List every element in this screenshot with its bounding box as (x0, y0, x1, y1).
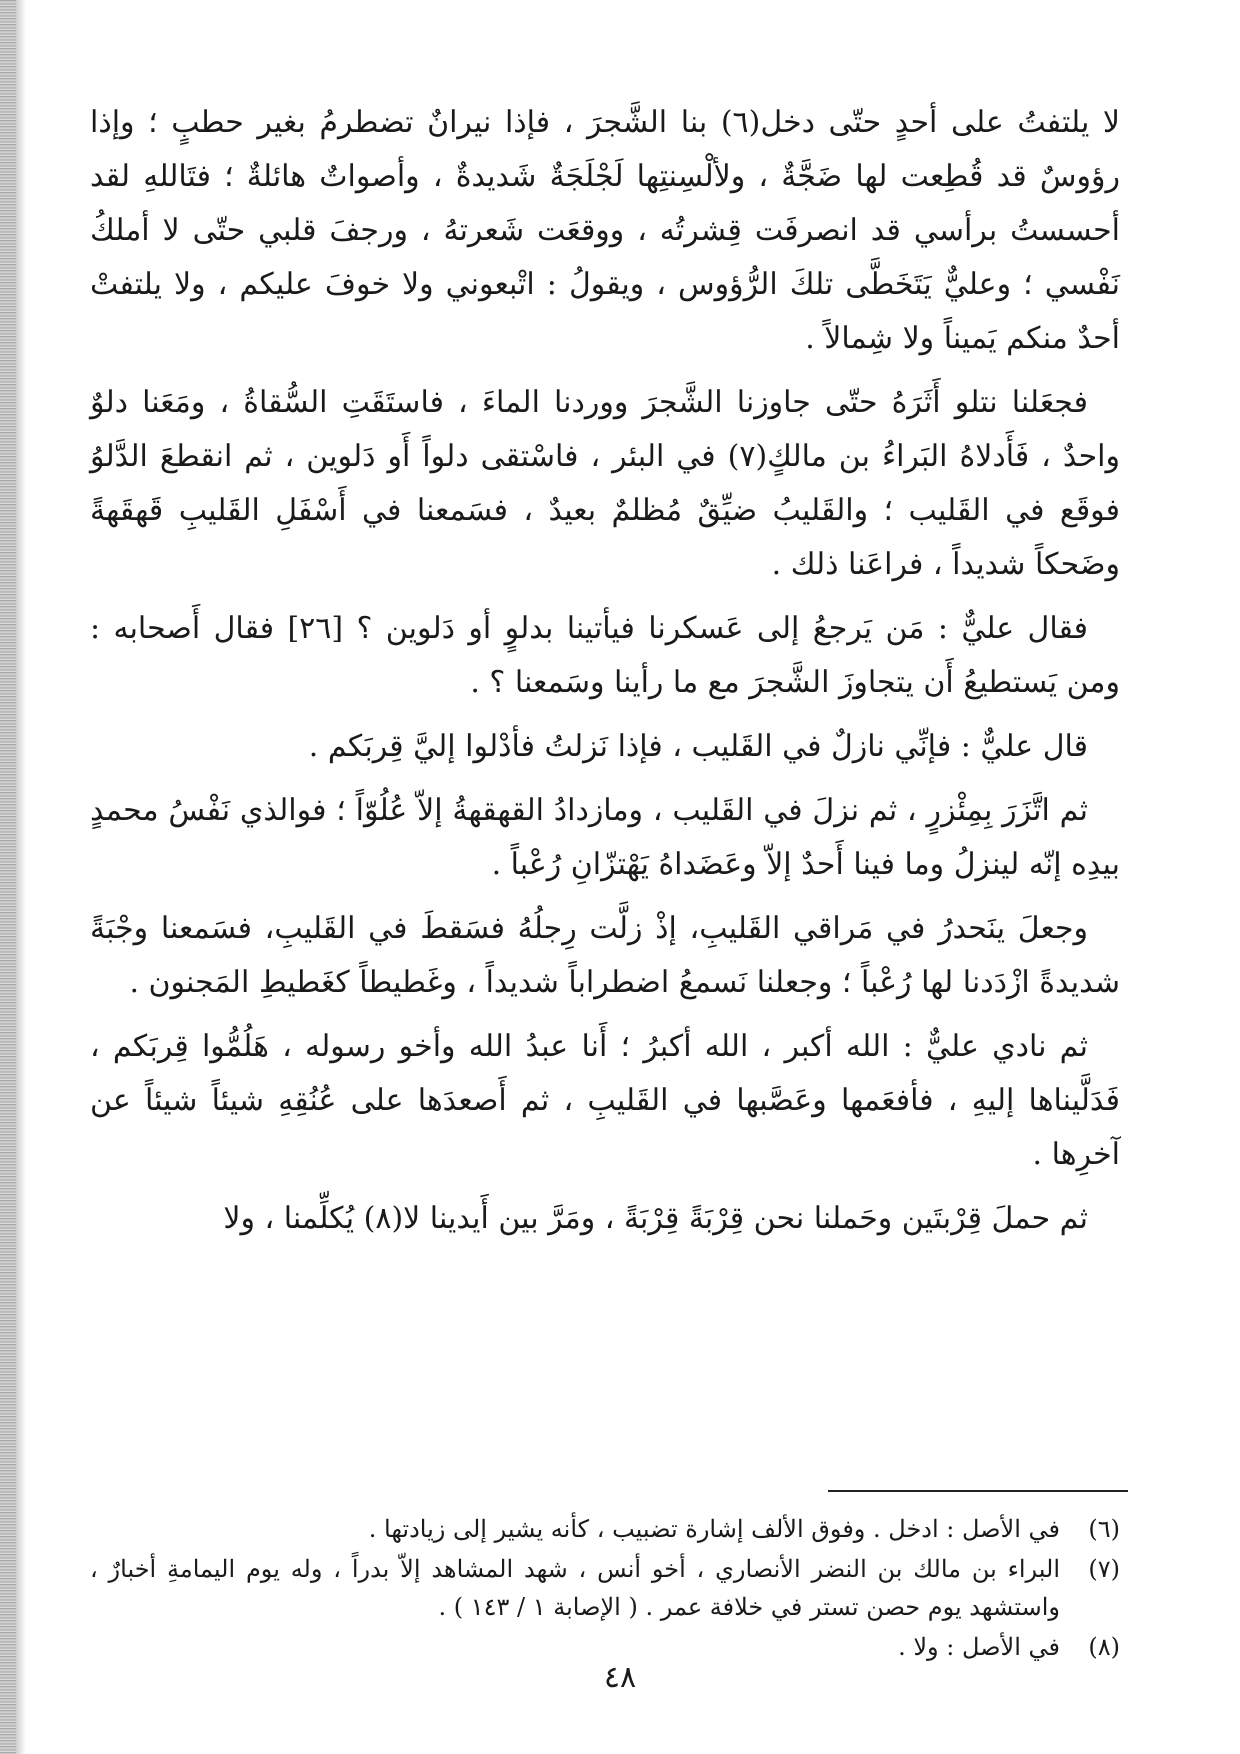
paragraph-7: ثم نادي عليٌّ : الله أكبر ، الله أكبرُ ؛ أَنا عبدُ الله وأخو رسوله ، هَلُمُّوا قِربَكم ، فَدَلَّيناها إليهِ ، فأفعَمها وعَصَّبها في القَليبِ ، ثم أَصعدَها على عُنُقِهِ شيئاً شيئاً عن آخرِها . (90, 1029, 1120, 1172)
scan-edge-gradient (16, 0, 26, 1754)
paragraph-1: لا يلتفتُ على أحدٍ حتّى دخل(٦) بنا الشَّجرَ ، فإذا نيرانٌ تضطرمُ بغير حطبٍ ؛ وإذا رؤوسٌ قد قُطِعت لها ضَجَّةٌ ، ولألْسِنتِها لَجْلَجَةٌ شَديدةٌ ، وأصواتٌ هائلةٌ ؛ فتَاللهِ لقد أحسستُ برأسي قد انصرفَت قِشرتُه ، ووقعَت شَعرتهُ ، ورجفَ قلبي حتّى لا أملكُ نَفْسي ؛ وعليٌّ يَتَخَطَّى تلكَ الرُّؤوس ، ويقولُ : اتْبعوني ولا خوفَ عليكم ، ولا يلتفتْ أحدٌ منكم يَميناً ولا شِمالاً . (90, 105, 1121, 356)
paragraph-8: ثم حملَ قِرْبتَين وحَملنا نحن قِرْبَةً قِرْبَةً ، ومَرَّ بين أَيدينا لا(٨) يُكلِّمنا ، ولا (223, 1201, 1088, 1236)
footnotes (90, 1510, 1120, 1668)
paragraph-6: وجعلَ ينَحدرُ في مَراقي القَليبِ، إذْ زلَّت رِجلُهُ فسَقطَ في القَليبِ، فسَمعنا وجْبَةً شديدةً ازْدَدنا لها رُعْباً ؛ وجعلنا نَسمعُ اضطراباً شديداً ، وغَطيطاً كغَطيطِ المَجنون . (90, 911, 1120, 1000)
footnote-text: البراء بن مالك بن النضر الأنصاري ، أخو أنس ، شهد المشاهد إلاّ بدراً ، وله يوم اليمامةِ أخبارٌ ، واستشهد يوم حصن تستر في خلافة عمر . ( الإصابة ١ / ١٤٣ ) . (90, 1555, 1060, 1621)
footnote-number: (٨) (1088, 1633, 1120, 1661)
page-body (90, 96, 1120, 1256)
footnote-number: (٦) (1088, 1515, 1120, 1543)
footnote-7 (90, 1550, 1120, 1626)
footnote-number: (٧) (1088, 1555, 1120, 1583)
paragraph-2: فجعَلنا نتلو أَثَرَهُ حتّى جاوزنا الشَّجرَ ووردنا الماءَ ، فاستَقَتِ السُّقاةُ ، ومَعَنا دلوٌ واحدٌ ، فَأَدلاهُ البَراءُ بن مالكٍ(٧) في البئر ، فاسْتقى دلواً أَو دَلوين ، ثم انقطعَ الدَّلوُ فوقَع في القَليب ؛ والقَليبُ ضيِّقٌ مُظلمٌ بعيدٌ ، فسَمعنا في أَسْفَلِ القَليبِ قَهقَهةً وضَحكاً شديداً ، فراعَنا ذلك . (90, 385, 1120, 582)
page-number: ٤٨ (603, 1660, 637, 1695)
footnote-divider (828, 1490, 1128, 1492)
footnote-text: في الأصل : ولا . (898, 1633, 1060, 1661)
footnote-6 (90, 1510, 1120, 1548)
footnote-text: في الأصل : ادخل . وفوق الألف إشارة تضبيب ، كأنه يشير إلى زيادتها . (368, 1515, 1060, 1543)
scan-edge-shadow (0, 0, 16, 1754)
paragraph-3: فقال عليٌّ : مَن يَرجعُ إلى عَسكرنا فيأتينا بدلوٍ أو دَلوين ؟ [٢٦] فقال أَصحابه : ومن يَستطيعُ أَن يتجاوزَ الشَّجرَ مع ما رأينا وسَمعنا ؟ . (90, 611, 1120, 700)
paragraph-4: قال عليٌّ : فإنِّي نازلٌ في القَليب ، فإذا نَزلتُ فأدْلوا إليَّ قِربَكم . (308, 729, 1088, 764)
paragraph-5: ثم اتَّزَرَ بِمِئْزرٍ ، ثم نزلَ في القَليب ، ومازدادُ القهقهةُ إلاّ عُلُوّاً ؛ فوالذي نَفْسُ محمدٍ بيدِه إنّه لينزلُ وما فينا أَحدٌ إلاّ وعَضَداهُ يَهْتزّانِ رُعْباً . (90, 793, 1120, 882)
